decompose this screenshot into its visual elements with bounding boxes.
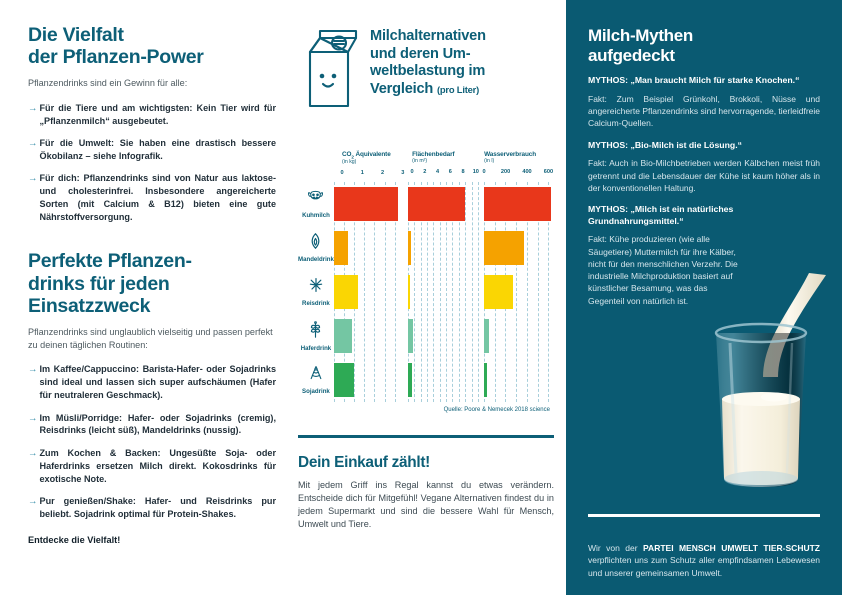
chart-panel-title: $CO_2$ Äquivalente	[342, 151, 391, 160]
environment-impact-chart	[298, 151, 554, 413]
title2-line-3: Einsatzzweck	[28, 294, 151, 317]
arrow-icon: →	[28, 137, 37, 149]
footer-org-name: PARTEI MENSCH UMWELT TIER-SCHUTZ	[643, 543, 820, 554]
right-title-line-1: Milch-Mythen	[588, 26, 694, 45]
title-line-2: der Pflanzen-Power	[28, 46, 204, 69]
chart-bar	[484, 363, 487, 397]
right-panel	[566, 0, 842, 595]
list-item	[28, 447, 276, 486]
footer-pre: Wir von der	[588, 543, 644, 554]
chart-bar	[334, 319, 352, 353]
right-title-line-2: aufgedeckt	[588, 45, 675, 65]
chart-gridline	[478, 182, 479, 402]
chart-row-label-haferdrink	[298, 314, 334, 358]
axis-tick-label: 400	[522, 168, 532, 175]
chart-axis-ticks	[412, 169, 480, 180]
chart-panel-header-1	[342, 151, 408, 181]
list-item-text: Im Kaffee/Cappuccino: Barista-Hafer- oder Sojadrinks sind ideal und lassen sich super aufschäumen (Hafer für neutraleren Geschmack).	[39, 364, 276, 401]
oat-icon	[308, 321, 323, 343]
middle-body-text: Mit jedem Griff ins Regal kannst du etwas verändern. Entscheide dich für Mitgefühl! Vegane Alternativen findest du in jedem Supermarkt und sind die bessere Wahl für Mensch, Umwelt und Tiere.	[298, 479, 554, 530]
chart-title-sub: (pro Liter)	[436, 83, 480, 95]
list-item	[28, 412, 276, 438]
footer-post: verpflichten uns zum Schutz aller empfindsamen Lebewesen und unserer gemeinsamen Umwelt.	[588, 555, 820, 578]
chart-panel-header-2	[412, 151, 480, 181]
list-item	[28, 495, 276, 521]
chart-panel-header-3	[484, 151, 554, 181]
axis-tick-label: 200	[500, 168, 511, 175]
myth-heading: MYTHOS: „Milch ist ein natürliches Grundnahrungsmittel.“	[588, 203, 734, 226]
chart-bar	[484, 231, 524, 265]
chart-title-line-4: Vergleich	[370, 80, 434, 97]
chart-panel-unit: (in m²)	[412, 158, 428, 165]
axis-tick-label: 3	[401, 170, 405, 177]
soy-icon	[308, 365, 324, 386]
arrow-icon: →	[28, 447, 37, 459]
chart-bar	[484, 319, 489, 353]
milk-glass-image	[686, 273, 836, 503]
myth-heading: MYTHOS: „Man braucht Milch für starke Knochen.“	[588, 75, 800, 86]
chart-panel-co2-quivalente	[334, 182, 404, 402]
chart-bar	[334, 231, 348, 265]
axis-tick-label: 1	[360, 170, 364, 177]
chart-panel-unit: (in l)	[484, 158, 495, 165]
lead-paragraph-2: Pflanzendrinks sind unglaublich vielseitig und passen perfekt zu deinen täglichen Routinen:	[28, 327, 273, 351]
arrow-icon: →	[28, 412, 37, 424]
chart-bar	[408, 231, 411, 265]
chart-bar	[484, 275, 513, 309]
list-item-text: Pur genießen/Shake: Hafer- und Reisdrinks pur beliebt. Sojadrink optimal für Protein-Shakes.	[39, 496, 276, 520]
list-item	[28, 172, 276, 224]
list-item-text: Für die Umwelt: Sie haben eine drastisch bessere Ökobilanz – siehe Infografik.	[39, 137, 276, 161]
axis-tick-label: 8	[461, 168, 465, 175]
page-title	[28, 24, 276, 68]
myth-heading: MYTHOS: „Bio-Milch ist die Lösung.“	[588, 139, 742, 150]
list-item	[28, 137, 276, 163]
chart-title-line-2: und deren Um-	[370, 45, 471, 62]
chart-title-line-3: weltbelastung im	[370, 63, 486, 79]
party-footer-text	[588, 542, 820, 579]
chart-row-label-mandeldrink	[298, 226, 334, 270]
title-line-1: Die Vielfalt	[28, 24, 124, 46]
chart-category-name: Haferdrink	[300, 344, 332, 352]
chart-panel-unit: (in kg)	[342, 159, 357, 166]
chart-gridline	[465, 182, 466, 402]
chart-bar	[334, 363, 354, 397]
footer-divider	[588, 514, 820, 517]
chart-header	[298, 24, 554, 123]
chart-body	[298, 182, 554, 402]
chart-row-label-reisdrink	[298, 270, 334, 314]
chart-panel-title: Flächenbedarf	[412, 151, 455, 158]
arrow-icon: →	[28, 496, 37, 508]
list-item-text: Für die Tiere und am wichtigsten: Kein Tier wird für „Pflanzenmilch“ ausgebeutet.	[39, 102, 276, 126]
milk-carton-icon	[298, 26, 360, 123]
chart-source-note: Quelle: Poore & Nemecek 2018 science	[443, 407, 550, 414]
left-cta-text: Entdecke die Vielfalt!	[28, 534, 121, 545]
spacer	[28, 233, 276, 250]
axis-tick-label: 6	[448, 168, 452, 175]
axis-tick-label: 4	[436, 168, 440, 175]
divider	[298, 435, 554, 438]
chart-bar	[484, 187, 551, 221]
chart-category-name: Mandeldrink	[298, 256, 334, 264]
section-title-2	[28, 250, 276, 317]
axis-tick-label: 0	[482, 168, 486, 175]
list-item	[28, 102, 276, 128]
myth-fact: Fakt: Kühe produzieren (wie alle Säugetiere) Muttermilch für ihre Kälber, nicht für den menschlichen Verzehr. Die industrielle Milchproduktion basiert auf künstlicher Besamung, was das Gegenteil von natürlich ist.	[588, 234, 738, 306]
chart-title	[370, 24, 486, 98]
chart-column-headers	[342, 151, 554, 181]
axis-tick-label: 0	[410, 168, 414, 175]
list-item	[28, 363, 276, 402]
chart-bar	[408, 363, 412, 397]
chart-row-label-sojadrink	[298, 358, 334, 402]
axis-tick-label: 0	[340, 170, 344, 177]
right-panel-title	[588, 26, 820, 65]
middle-column	[298, 24, 554, 572]
arrow-icon: →	[28, 102, 37, 114]
list-item-text: Zum Kochen & Backen: Ungesüßte Soja- oder Haferdrinks ersetzen Milch direkt. Kokosdrinks für exotische Note.	[39, 447, 276, 484]
chart-category-name: Kuhmilch	[302, 211, 330, 219]
chart-bar	[408, 275, 410, 309]
right-panel-content	[566, 0, 842, 307]
chart-row-labels	[298, 182, 334, 402]
chart-bar	[334, 187, 398, 221]
list-item-text: Im Müsli/Porridge: Hafer- oder Sojadrinks (cremig), Reisdrinks (leicht süß), Mandeldrinks (nussig).	[39, 412, 276, 436]
chart-panel-title: Wasserverbrauch	[484, 151, 537, 158]
left-column	[28, 24, 276, 572]
list-item-text: Für dich: Pflanzendrinks sind von Natur aus laktose- und cholesterinfrei. Insbesondere angereicherte Sorten (mit Calcium & B12) bieten eine gute Nährstoffversorgung.	[39, 173, 276, 222]
almond-icon	[309, 233, 322, 254]
chart-category-name: Sojadrink	[302, 388, 330, 396]
chart-axis-ticks	[342, 170, 408, 181]
cow-icon	[307, 190, 324, 210]
chart-axis-ticks	[484, 169, 554, 180]
myth-fact: Fakt: Auch in Bio-Milchbetrieben werden Kälbchen meist früh getrennt und die Lebensdauer der Kühe ist kaum höher als in der konventionellen Haltung.	[588, 158, 820, 193]
chart-plots	[334, 182, 558, 402]
rice-icon	[308, 277, 324, 298]
chart-bar	[408, 187, 465, 221]
axis-tick-label: 600	[543, 168, 554, 175]
title2-line-1: Perfekte Pflanzen-	[28, 250, 192, 273]
chart-panel-fl-chenbedarf	[408, 182, 480, 402]
middle-heading-2: Dein Einkauf zählt!	[298, 453, 430, 471]
chart-title-line-1: Milchalternativen	[370, 28, 486, 44]
axis-tick-label: 2	[423, 168, 427, 175]
lead-paragraph-1: Pflanzendrinks sind ein Gewinn für alle:	[28, 78, 188, 89]
axis-tick-label: 2	[381, 170, 385, 177]
myth-fact: Fakt: Zum Beispiel Grünkohl, Brokkoli, Nüsse und angereicherte Pflanzendrinks sind hervorragende, tierleidfreie Calcium-Quellen.	[588, 93, 820, 129]
arrow-icon: →	[28, 364, 37, 376]
chart-row-label-kuhmilch	[298, 182, 334, 226]
arrow-icon: →	[28, 173, 37, 185]
chart-bar	[334, 275, 358, 309]
chart-panel-wasserverbrauch	[484, 182, 558, 402]
chart-bar	[408, 319, 413, 353]
axis-tick-label: 10	[472, 168, 479, 175]
chart-category-name: Reisdrink	[302, 300, 330, 308]
chart-gridline	[472, 182, 473, 402]
title2-line-2: drinks für jeden	[28, 272, 170, 295]
